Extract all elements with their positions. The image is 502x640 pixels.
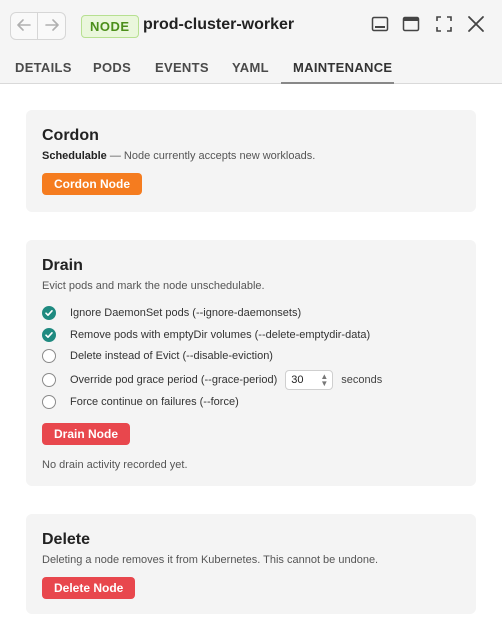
cordon-status-text: — Node currently accepts new workloads. bbox=[106, 150, 316, 162]
drain-activity-status: No drain activity recorded yet. bbox=[42, 459, 188, 471]
option-grace-period[interactable] bbox=[42, 369, 382, 391]
tab-events[interactable]: EVENTS bbox=[155, 60, 209, 75]
close-button[interactable] bbox=[465, 16, 487, 36]
option-ignore-daemonsets[interactable] bbox=[42, 304, 301, 322]
option-label: Override pod grace period (--grace-period) bbox=[70, 374, 278, 386]
page-title: prod-cluster-worker bbox=[143, 16, 295, 33]
checkbox-disable-eviction[interactable] bbox=[42, 349, 56, 363]
history-nav bbox=[10, 12, 66, 40]
checkbox-ignore-daemonsets[interactable] bbox=[42, 306, 56, 320]
drain-node-button[interactable]: Drain Node bbox=[42, 423, 130, 445]
delete-description: Deleting a node removes it from Kubernetes. This cannot be undone. bbox=[42, 554, 379, 566]
grace-period-stepper[interactable] bbox=[285, 370, 333, 390]
delete-node-button[interactable]: Delete Node bbox=[42, 577, 135, 599]
option-label: Ignore DaemonSet pods (--ignore-daemonsets) bbox=[70, 307, 302, 319]
back-button[interactable] bbox=[11, 13, 38, 39]
tab-details[interactable]: DETAILS bbox=[15, 60, 72, 75]
drain-card bbox=[26, 240, 476, 486]
drain-description: Evict pods and mark the node unschedulable. bbox=[42, 280, 265, 292]
tab-pods[interactable]: PODS bbox=[93, 60, 132, 75]
kind-badge: NODE bbox=[81, 15, 139, 38]
option-label: Force continue on failures (--force) bbox=[70, 396, 239, 408]
arrow-left-icon bbox=[17, 18, 31, 35]
tab-maintenance[interactable]: MAINTENANCE bbox=[293, 60, 393, 75]
cordon-title: Cordon bbox=[42, 127, 99, 144]
dock-bottom-icon bbox=[371, 16, 389, 37]
expand-icon bbox=[435, 15, 453, 38]
arrow-right-icon bbox=[45, 18, 59, 35]
tab-yaml[interactable]: YAML bbox=[232, 60, 269, 75]
title-bar bbox=[0, 0, 502, 52]
active-tab-indicator bbox=[281, 82, 394, 84]
delete-card bbox=[26, 514, 476, 614]
checkmark-icon bbox=[44, 308, 54, 318]
checkmark-icon bbox=[44, 330, 54, 340]
open-window-button[interactable] bbox=[400, 16, 422, 36]
tab-bar bbox=[0, 52, 502, 84]
checkbox-delete-emptydir-data[interactable] bbox=[42, 328, 56, 342]
forward-button[interactable] bbox=[38, 13, 65, 39]
option-delete-emptydir-data[interactable] bbox=[42, 326, 370, 344]
checkbox-grace-period[interactable] bbox=[42, 373, 56, 387]
checkbox-force[interactable] bbox=[42, 395, 56, 409]
window-icon bbox=[402, 16, 420, 37]
cordon-card bbox=[26, 110, 476, 212]
grace-period-unit: seconds bbox=[341, 374, 383, 386]
grace-period-value: 30 bbox=[291, 374, 304, 386]
dock-bottom-button[interactable] bbox=[369, 16, 391, 36]
cordon-status bbox=[42, 150, 315, 162]
option-disable-eviction[interactable] bbox=[42, 347, 273, 365]
cordon-status-label: Schedulable bbox=[42, 150, 107, 162]
close-icon bbox=[467, 15, 485, 38]
option-label: Remove pods with emptyDir volumes (--delete-emptydir-data) bbox=[70, 329, 371, 341]
option-force[interactable] bbox=[42, 393, 239, 411]
stepper-arrows-icon[interactable]: ▲ ▼ bbox=[320, 372, 329, 388]
delete-title: Delete bbox=[42, 531, 91, 548]
drain-title: Drain bbox=[42, 257, 83, 274]
option-label: Delete instead of Evict (--disable-eviction) bbox=[70, 350, 273, 362]
fullscreen-button[interactable] bbox=[433, 16, 455, 36]
cordon-node-button[interactable]: Cordon Node bbox=[42, 173, 142, 195]
